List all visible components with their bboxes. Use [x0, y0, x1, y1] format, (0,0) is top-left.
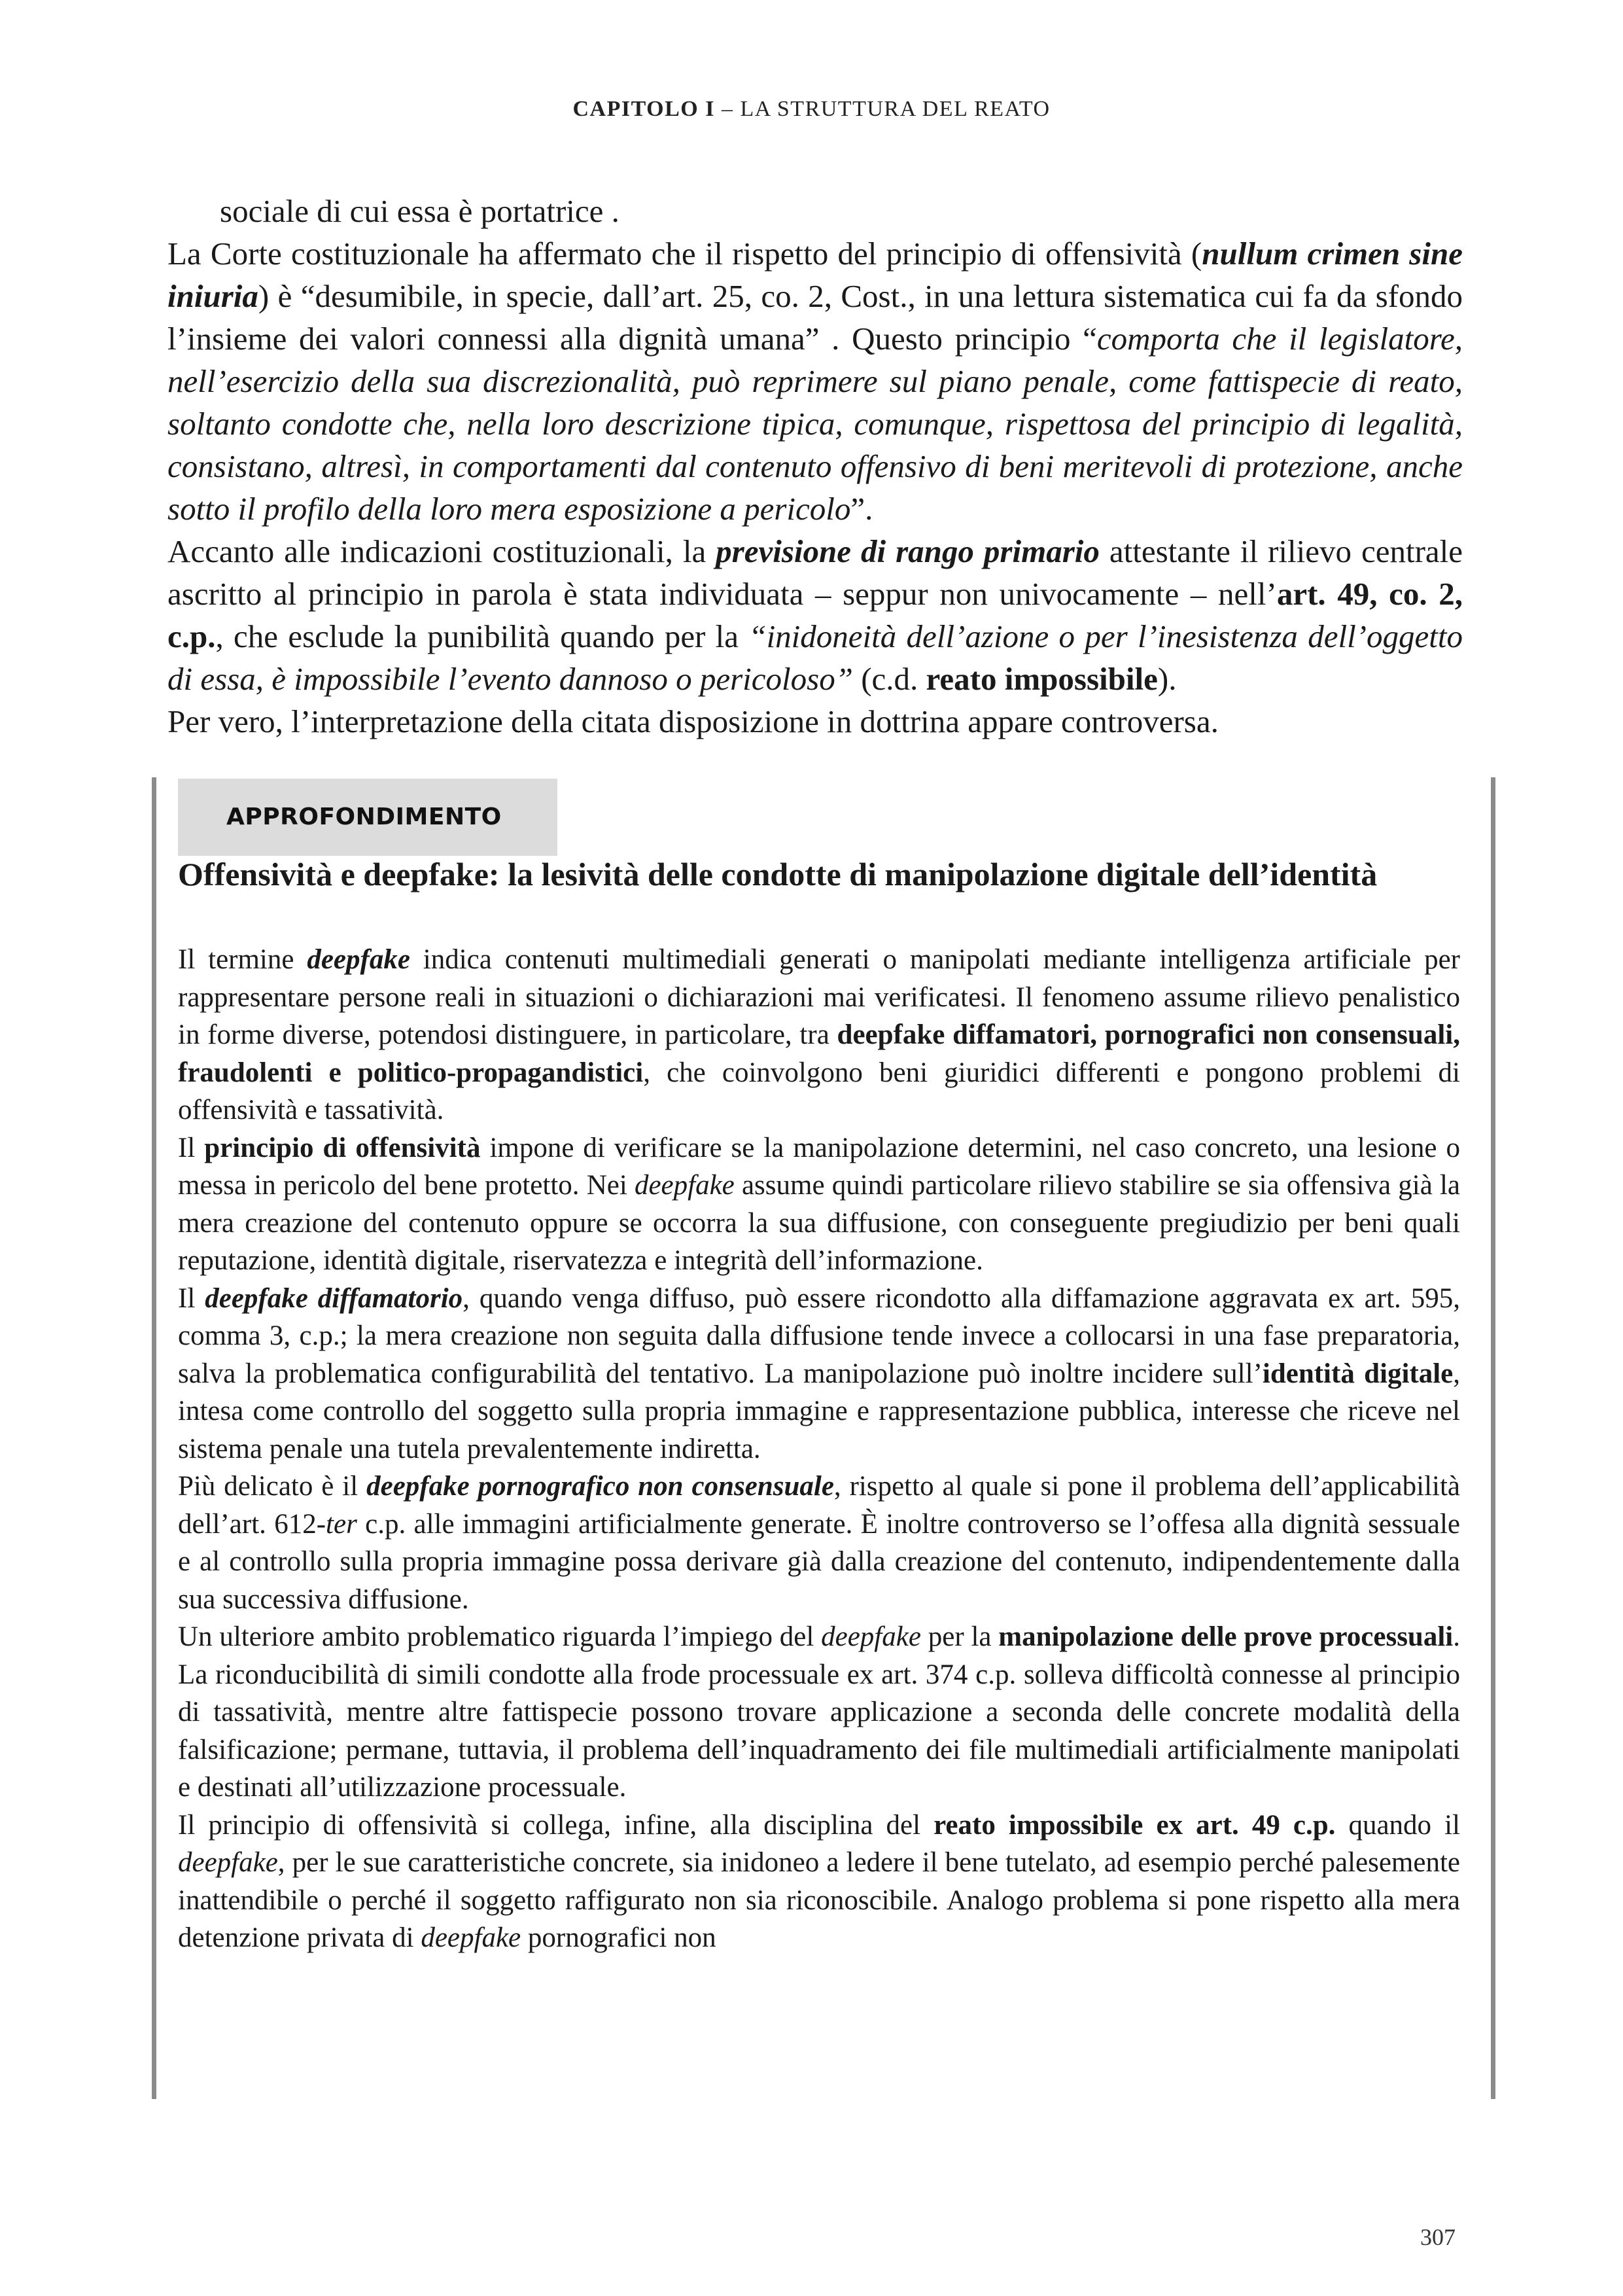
text: Un ulteriore ambito problematico riguarda l’impiego del [178, 1621, 822, 1652]
text: ). [1157, 661, 1177, 697]
text: , intesa come controllo del soggetto sulla propria immagine e rappresentazione pubblica, interesse che riceve nel sistema penale una tutela prevalentemente indiretta. [178, 1358, 1461, 1464]
emphasis: deepfake [821, 1621, 921, 1652]
box-label-text: APPROFONDIMENTO [226, 804, 502, 830]
text: Il principio di offensività si collega, infine, alla disciplina del [178, 1809, 934, 1841]
box-paragraph [178, 1618, 1460, 1807]
text: indica contenuti multimediali generati o manipolati mediante intelligenza artificiale per rappresentare persone reali in situazioni o dichiarazioni mai verificatesi. Il fenomeno assume rilievo penalistico in forme diverse, potendosi distinguere, in particolare, tra [178, 944, 1460, 1050]
quotation: “inidoneità dell’azione o per l’inesistenza dell’oggetto di essa, è impossibile l’evento dannoso o pericoloso” [167, 618, 1463, 697]
box-paragraph [178, 1807, 1460, 1957]
emphasis: identità digitale [1262, 1358, 1454, 1389]
text: impone di verificare se la manipolazione determini, nel caso concreto, una lesione o messa in pericolo del bene protetto. Nei [178, 1132, 1460, 1201]
text: , per le sue caratteristiche concrete, sia inidoneo a ledere il bene tutelato, ad esempio perché palesemente inattendibile o perché il soggetto raffigurato non sia riconoscibile. Analogo problema si pone rispetto alla mera detenzione privata di [178, 1847, 1460, 1953]
main-text [167, 190, 1463, 743]
insight-box [152, 777, 1495, 2099]
text: Il [178, 1132, 205, 1163]
paragraph-per-vero: Per vero, l’interpretazione della citata disposizione in dottrina appare controversa. [167, 703, 1219, 739]
emphasis: deepfake [421, 1922, 521, 1953]
text: La Corte costituzionale ha affermato che il rispetto del principio di offensività ( [167, 236, 1202, 272]
paragraph-previsione [167, 530, 1463, 700]
box-body [178, 941, 1460, 1957]
page-number: 307 [1420, 2224, 1456, 2250]
emphasis: deepfake [307, 944, 410, 975]
box-paragraph [178, 941, 1460, 1129]
text: , rispetto al quale si pone il problema dell’applicabilità dell’art. 612- [178, 1471, 1460, 1540]
emphasis: deepfake [178, 1847, 278, 1878]
text: . La riconducibilità di simili condotte alla frode processuale ex art. 374 c.p. solleva difficoltà connesse al principio di tassatività, mentre altre fattispecie possono trovare applicazione a seconda delle concrete modalità della falsificazione; permane, tuttavia, il problema dell’inquadramento dei file multimediali artificialmente manipolati e destinati all’utilizzazione processuale. [178, 1621, 1460, 1803]
text: attestante il rilievo centrale ascritto al principio in parola è stata individuata – seppur non univocamente – nell’ [167, 533, 1463, 612]
text: Il [178, 1282, 205, 1314]
emphasis: manipolazione delle prove processuali [998, 1621, 1454, 1652]
emphasis: deepfake [634, 1170, 735, 1201]
text: per la [920, 1621, 999, 1652]
paragraph-corte-costituzionale [167, 232, 1463, 530]
text: pornografici non [521, 1922, 716, 1953]
text: (c.d. [852, 661, 926, 697]
text: , che coinvolgono beni giuridici differenti e pongono problemi di offensività e tassatività. [178, 1057, 1460, 1125]
quotation: comporta che il legislatore, nell’esercizio della sua discrezionalità, può reprimere sul piano penale, come fattispecie di reato, soltanto condotte che, nella loro descrizione tipica, comunque, rispettosa del principio di legalità, consistano, altresì, in comportamenti dal contenuto offensivo di beni meritevoli di protezione, anche sotto il profilo della loro mera esposizione a pericolo [167, 321, 1463, 527]
box-title: Offensività e deepfake: la lesività delle condotte di manipolazione digitale dell’identità [178, 856, 1378, 892]
header-dash: – [714, 97, 741, 121]
emphasis: deepfake pornografico non consensuale [366, 1471, 834, 1502]
box-paragraph [178, 1129, 1460, 1280]
article-reference: art. 49, co. 2, c.p. [167, 576, 1463, 654]
running-header [0, 97, 1623, 122]
emphasis: ter [326, 1508, 357, 1540]
text: Più delicato è il [178, 1471, 367, 1502]
text: quando il [1335, 1809, 1460, 1841]
text: , che esclude la punibilità quando per la [215, 618, 749, 654]
header-subtitle: LA STRUTTURA DEL REATO [740, 97, 1051, 121]
text: Accanto alle indicazioni costituzionali, la [167, 533, 716, 569]
emphasis: reato impossibile ex art. 49 c.p. [934, 1809, 1336, 1841]
text: ) è “desumibile, in specie, dall’art. 25, co. 2, Cost., in una lettura sistematica cui fa da sfondo l’insieme dei valori connessi alla dignità umana” . Questo principio “ [167, 278, 1463, 357]
box-label [178, 779, 557, 856]
text: ”. [850, 491, 873, 527]
text: c.p. alle immagini artificialmente generate. È inoltre controverso se l’offesa alla dignità sessuale e al controllo sulla propria immagine possa derivare già dalla creazione del contenuto, indipendentemente dalla sua successiva diffusione. [178, 1508, 1460, 1615]
text: Il termine [178, 944, 307, 975]
emphasis: reato impossibile [926, 661, 1158, 697]
paragraph-continuation: sociale di cui essa è portatrice . [220, 193, 620, 229]
text: assume quindi particolare rilievo stabilire se sia offensiva già la mera creazione del contenuto oppure se occorra la sua diffusione, con conseguente pregiudizio per beni quali reputazione, identità digitale, riservatezza e integrità dell’informazione. [178, 1170, 1460, 1276]
emphasis: deepfake diffamatorio [205, 1282, 463, 1314]
latin-maxim: nullum crimen sine iniuria [167, 236, 1463, 314]
box-paragraph [178, 1468, 1460, 1618]
emphasis: previsione di rango primario [716, 533, 1100, 569]
header-chapter: CAPITOLO I [572, 97, 715, 121]
box-paragraph [178, 1280, 1460, 1468]
emphasis: principio di offensività [204, 1132, 481, 1163]
text: , quando venga diffuso, può essere ricondotto alla diffamazione aggravata ex art. 595, comma 3, c.p.; la mera creazione non seguita dalla diffusione tende invece a collocarsi in una fase preparatoria, salva la problematica configurabilità del tentativo. La manipolazione può inoltre incidere sull’ [178, 1282, 1460, 1389]
emphasis: deepfake diffamatori, pornografici non consensuali, fraudolenti e politico-propagandistici [178, 1019, 1460, 1088]
